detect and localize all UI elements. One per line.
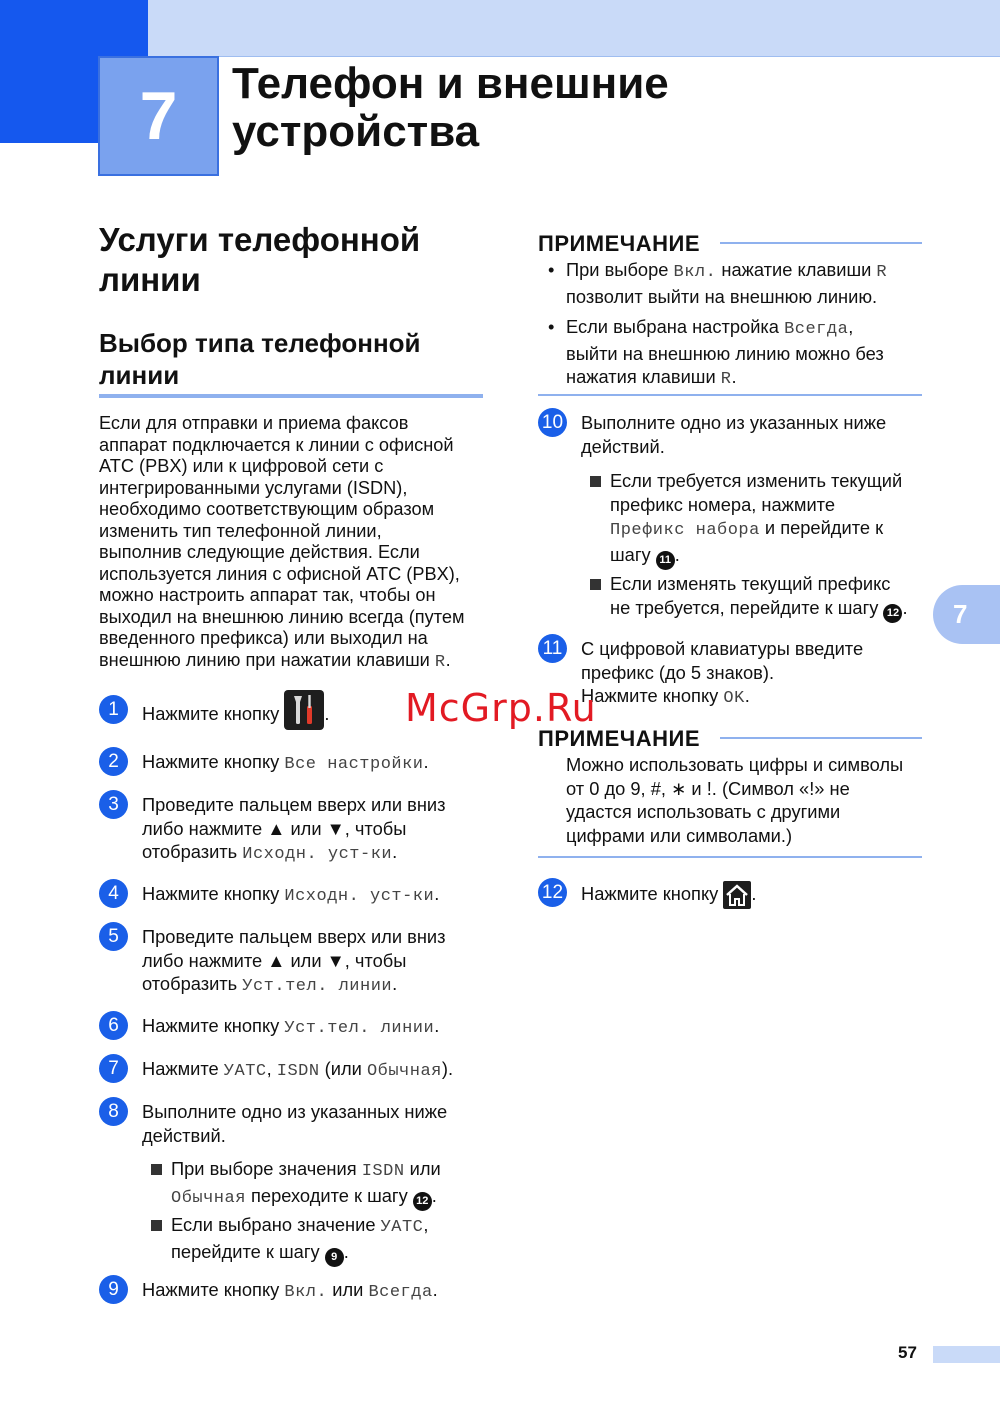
note-label: , — [848, 316, 854, 337]
step-number: 12 — [538, 878, 567, 907]
subsection-title — [99, 327, 421, 391]
step-end: . — [434, 883, 440, 904]
footer-bar — [933, 1346, 1000, 1363]
bullet-end: . — [431, 1184, 437, 1206]
bullet-end: . — [674, 543, 680, 565]
bullet-label: не требуется, перейдите к шагу — [610, 596, 884, 618]
option-on[interactable]: Вкл. — [284, 1283, 328, 1302]
step-text — [142, 882, 439, 909]
step-3 — [99, 793, 446, 867]
note-line: от 0 до 9, #, ∗ и !. (Символ «!» не — [566, 777, 850, 799]
step-label: отобразить — [142, 841, 243, 862]
value-always: Всегда — [784, 320, 849, 339]
step-number: 6 — [99, 1011, 128, 1040]
key-r: R — [876, 263, 888, 282]
note-title-line — [720, 737, 922, 739]
note-item-text — [566, 315, 884, 392]
value-on: Вкл. — [673, 263, 717, 282]
bullet-dot-icon: • — [548, 259, 555, 280]
intro-line: выходил на внешнюю линию всегда (путем — [99, 606, 465, 627]
note-label: нажатие клавиши — [716, 259, 877, 280]
note-title-line — [720, 242, 922, 244]
key-r: R — [434, 652, 446, 672]
step-end: . — [744, 685, 750, 706]
section-title-line1: Услуги телефонной — [99, 221, 421, 258]
menu-initial-setup-button[interactable]: Исходн. уст-ки — [284, 887, 435, 906]
note-line: выйти на внешнюю линию можно без — [566, 342, 884, 364]
value-pbx: УАТС — [380, 1218, 424, 1237]
step-8 — [99, 1100, 447, 1147]
intro-line: АТС (PBX) или к цифровой сети с — [99, 456, 384, 476]
step-end: ). — [441, 1058, 454, 1079]
section-title-line2: линии — [99, 261, 201, 298]
menu-initial-setup: Исходн. уст-ки — [242, 845, 393, 864]
option-always[interactable]: Всегда — [368, 1283, 433, 1302]
bullet-label: шагу — [610, 543, 656, 565]
note-line: удастся использовать с другими — [566, 801, 841, 822]
step-line: Проведите пальцем вверх или вниз — [142, 926, 446, 947]
subsection-title-line1: Выбор типа телефонной — [99, 328, 421, 358]
chapter-number: 7 — [98, 56, 219, 176]
square-bullet-icon — [590, 476, 601, 487]
step-number: 4 — [99, 879, 128, 908]
step-line: С цифровой клавиатуры введите — [581, 638, 864, 659]
option-normal[interactable]: Обычная — [366, 1062, 442, 1081]
bullet-label: При выборе значения — [171, 1158, 362, 1179]
intro-line: выполнив следующие действия. Если — [99, 542, 420, 562]
note-line: цифрами или символами.) — [566, 824, 793, 846]
step-line: Выполните одно из указанных ниже — [142, 1101, 448, 1122]
step-text — [142, 1100, 447, 1147]
step-10 — [538, 411, 886, 458]
tools-icon[interactable] — [284, 690, 324, 730]
bullet-line: Если требуется изменить текущий — [610, 470, 903, 491]
step-ref-12-icon: 12 — [883, 604, 902, 623]
step-number: 1 — [99, 695, 128, 724]
step-label: отобразить — [142, 973, 243, 994]
bullet-label: перейдите к шагу — [171, 1240, 325, 1262]
step-text — [142, 750, 429, 777]
page-number: 57 — [898, 1343, 917, 1362]
step-label: или — [327, 1279, 369, 1300]
step-line: префикс (до 5 знаков). — [581, 661, 775, 683]
note-label: Если выбрана настройка — [566, 316, 785, 337]
step-label: Нажмите кнопку — [142, 1279, 285, 1300]
intro-line: можно настроить аппарат так, чтобы он — [99, 585, 436, 605]
menu-line-type: Уст.тел. линии — [242, 977, 393, 996]
tools-icon-graphic — [284, 690, 324, 730]
step-label: Нажмите кнопку — [142, 883, 285, 904]
step-line — [142, 840, 446, 867]
step-label: (или — [319, 1058, 367, 1079]
intro-end: . — [445, 649, 451, 670]
step-label: Нажмите кнопку — [581, 685, 724, 706]
intro-line-text: внешнюю линию при нажатии клавиши — [99, 649, 435, 670]
step-label: Нажмите кнопку — [581, 882, 724, 904]
step-end: . — [751, 882, 757, 904]
step-ref-9-icon: 9 — [325, 1248, 344, 1267]
note-label: нажатия клавиши — [566, 366, 721, 387]
step-text — [581, 637, 863, 711]
step-text — [142, 925, 446, 999]
intro-line: изменить тип телефонной линии, — [99, 520, 382, 541]
bullet-line: префикс номера, нажмите — [610, 493, 836, 515]
step-end: . — [324, 702, 330, 724]
step-line: Проведите пальцем вверх или вниз — [142, 794, 446, 815]
bullet-text — [171, 1213, 428, 1267]
step-number: 7 — [99, 1054, 128, 1083]
intro-line: аппарат подключается к линии с офисной — [99, 434, 454, 455]
step-text — [142, 1057, 453, 1084]
intro-line: необходимо соответствующим образом — [99, 499, 435, 519]
intro-line: введенного префикса) или выходил на — [99, 628, 428, 648]
step-number: 3 — [99, 790, 128, 819]
step-number: 10 — [538, 408, 567, 437]
square-bullet-icon — [151, 1164, 162, 1175]
step-text — [142, 700, 329, 730]
step-number: 5 — [99, 922, 128, 951]
option-prefix-dial[interactable]: Префикс набора — [610, 521, 760, 540]
step-10-option-2 — [590, 572, 908, 623]
header-band — [148, 0, 1000, 57]
intro-paragraph — [99, 413, 491, 673]
intro-line: Если для отправки и приема факсов — [99, 413, 409, 433]
note-item-text — [566, 258, 887, 308]
option-pbx[interactable]: УАТС — [223, 1062, 267, 1081]
chapter-title-line1: Телефон и внешние — [232, 59, 669, 108]
step-label: Нажмите кнопку — [142, 751, 285, 772]
note-bottom-rule — [538, 856, 922, 858]
step-5 — [99, 925, 446, 999]
step-ref-11-icon: 11 — [656, 551, 675, 570]
step-9 — [99, 1278, 438, 1305]
step-label: Нажмите — [142, 1058, 224, 1079]
option-isdn[interactable]: ISDN — [276, 1062, 320, 1081]
step-end: . — [434, 1015, 440, 1036]
step-text — [581, 881, 756, 909]
step-2 — [99, 750, 429, 777]
bullet-end: . — [343, 1240, 349, 1262]
bullet-text — [171, 1157, 441, 1211]
step-7 — [99, 1057, 453, 1084]
menu-line-type-button[interactable]: Уст.тел. линии — [284, 1019, 435, 1038]
step-number: 11 — [538, 634, 567, 663]
square-bullet-icon — [590, 579, 601, 590]
note-label: При выборе — [566, 259, 674, 280]
intro-line: интегрированными услугами (ISDN), — [99, 477, 408, 498]
key-r: R — [720, 370, 732, 389]
separator: , — [266, 1058, 277, 1079]
watermark: McGrp.Ru — [405, 686, 597, 730]
bullet-label: Если выбрано значение — [171, 1214, 381, 1235]
step-8-option-2 — [151, 1213, 428, 1267]
step-text — [142, 793, 446, 867]
step-end: . — [432, 1279, 438, 1300]
bullet-text — [610, 469, 902, 570]
step-8-option-1 — [151, 1157, 441, 1211]
chapter-title — [232, 60, 669, 156]
square-bullet-icon — [151, 1220, 162, 1231]
home-icon-graphic — [723, 881, 751, 909]
step-text — [581, 411, 886, 458]
step-6 — [99, 1014, 439, 1041]
step-text — [142, 1278, 438, 1305]
bullet-label: , — [423, 1214, 429, 1235]
note-body — [566, 753, 903, 847]
step-end: . — [423, 751, 429, 772]
step-number: 8 — [99, 1097, 128, 1126]
bullet-dot-icon: • — [548, 316, 555, 337]
step-line: либо нажмите ▲ или ▼, чтобы — [142, 949, 407, 971]
step-line: либо нажмите ▲ или ▼, чтобы — [142, 817, 407, 839]
step-4 — [99, 882, 439, 909]
step-text — [142, 1014, 439, 1041]
note-line: Можно использовать цифры и символы — [566, 754, 904, 775]
step-number: 2 — [99, 747, 128, 776]
note-item — [548, 315, 884, 392]
ok-button[interactable]: OK — [723, 689, 745, 708]
menu-all-settings[interactable]: Все настройки — [284, 755, 424, 774]
step-1 — [99, 698, 329, 730]
note-bottom-rule — [538, 394, 922, 396]
step-10-option-1 — [590, 469, 902, 570]
bullet-line: Если изменять текущий префикс — [610, 573, 891, 594]
note-line: позволит выйти на внешнюю линию. — [566, 285, 878, 307]
note-item — [548, 258, 887, 308]
step-line: действий. — [142, 1124, 226, 1146]
note-title: ПРИМЕЧАНИЕ — [538, 726, 701, 751]
step-end: . — [392, 973, 398, 994]
value-isdn: ISDN — [361, 1162, 405, 1181]
value-normal: Обычная — [171, 1188, 246, 1208]
step-line — [142, 972, 446, 999]
chapter-side-tab: 7 — [933, 585, 1000, 644]
home-icon[interactable] — [723, 881, 751, 909]
intro-line: используется линия с офисной АТС (PBX), — [99, 563, 460, 584]
subsection-divider — [99, 394, 483, 398]
step-12 — [538, 881, 756, 909]
bullet-text — [610, 572, 908, 623]
step-number: 9 — [99, 1275, 128, 1304]
intro-line — [99, 650, 491, 674]
step-ref-12-icon: 12 — [413, 1192, 432, 1211]
step-line: Выполните одно из указанных ниже — [581, 412, 887, 433]
section-title — [99, 220, 420, 300]
step-line: действий. — [581, 435, 665, 457]
note-end: . — [731, 366, 737, 387]
subsection-title-line2: линии — [99, 360, 180, 390]
bullet-label: или — [404, 1158, 441, 1179]
step-end: . — [392, 841, 398, 862]
note-title: ПРИМЕЧАНИЕ — [538, 231, 701, 256]
bullet-label: переходите к шагу — [245, 1184, 413, 1206]
chapter-title-line2: устройства — [232, 107, 480, 156]
step-label: Нажмите кнопку — [142, 702, 285, 724]
bullet-label: и перейдите к — [759, 517, 884, 538]
bullet-end: . — [902, 596, 908, 618]
step-label: Нажмите кнопку — [142, 1015, 285, 1036]
